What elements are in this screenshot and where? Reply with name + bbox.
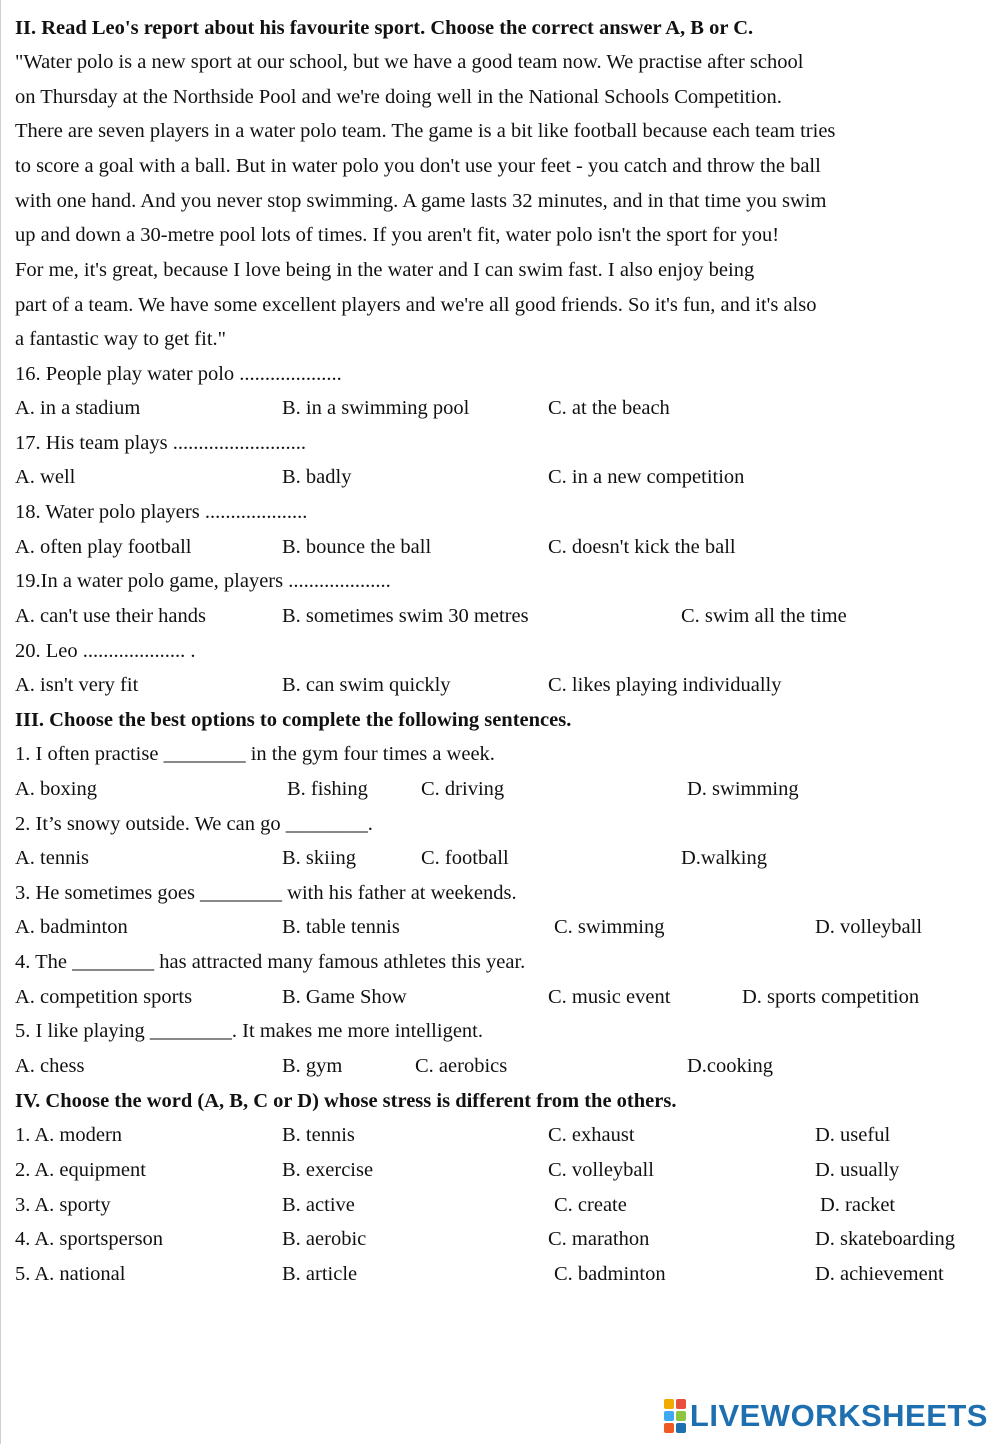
s3-q2-option-a[interactable]: A. tennis bbox=[15, 847, 90, 869]
question-18: 18. Water polo players .................... bbox=[15, 501, 308, 523]
s4-q5-option-c[interactable]: C. badminton bbox=[554, 1263, 666, 1285]
s4-q2-option-c[interactable]: C. volleyball bbox=[548, 1159, 654, 1181]
s3-q4-option-a[interactable]: A. competition sports bbox=[15, 986, 193, 1008]
s3-question-1: 1. I often practise ________ in the gym four times a week. bbox=[15, 743, 495, 765]
s3-q3-option-a[interactable]: A. badminton bbox=[15, 916, 128, 938]
s3-question-4: 4. The ________ has attracted many famous athletes this year. bbox=[15, 951, 526, 973]
s4-q3-option-d[interactable]: D. racket bbox=[820, 1194, 896, 1216]
q20-option-a[interactable]: A. isn't very fit bbox=[15, 674, 139, 696]
passage-line: to score a goal with a ball. But in water polo you don't use your feet - you catch and throw the ball bbox=[15, 155, 821, 177]
s3-q4-option-b[interactable]: B. Game Show bbox=[282, 986, 407, 1008]
s4-q1-option-c[interactable]: C. exhaust bbox=[548, 1124, 635, 1146]
s3-q3-option-b[interactable]: B. table tennis bbox=[282, 916, 400, 938]
q18-option-b[interactable]: B. bounce the ball bbox=[282, 536, 432, 558]
s4-q4-option-d[interactable]: D. skateboarding bbox=[815, 1228, 956, 1250]
section-3-title: III. Choose the best options to complete the following sentences. bbox=[15, 709, 572, 731]
q18-option-a[interactable]: A. often play football bbox=[15, 536, 192, 558]
s3-q5-option-a[interactable]: A. chess bbox=[15, 1055, 85, 1077]
s3-q1-option-d[interactable]: D. swimming bbox=[687, 778, 799, 800]
s3-question-5: 5. I like playing ________. It makes me more intelligent. bbox=[15, 1020, 483, 1042]
question-20: 20. Leo .................... . bbox=[15, 640, 196, 662]
s4-q1-option-a[interactable]: 1. A. modern bbox=[15, 1124, 123, 1146]
q19-option-a[interactable]: A. can't use their hands bbox=[15, 605, 206, 627]
s4-q5-option-d[interactable]: D. achievement bbox=[815, 1263, 944, 1285]
q17-option-c[interactable]: C. in a new competition bbox=[548, 466, 745, 488]
s3-q4-option-c[interactable]: C. music event bbox=[548, 986, 671, 1008]
question-19: 19.In a water polo game, players .................... bbox=[15, 570, 391, 592]
s3-q1-option-b[interactable]: B. fishing bbox=[287, 778, 368, 800]
s4-q5-option-b[interactable]: B. article bbox=[282, 1263, 358, 1285]
s3-q2-option-b[interactable]: B. skiing bbox=[282, 847, 357, 869]
q16-option-a[interactable]: A. in a stadium bbox=[15, 397, 141, 419]
section-2-title: II. Read Leo's report about his favourite sport. Choose the correct answer A, B or C. bbox=[15, 17, 754, 39]
q20-option-c[interactable]: C. likes playing individually bbox=[548, 674, 782, 696]
passage-line: a fantastic way to get fit." bbox=[15, 328, 227, 350]
s3-question-2: 2. It’s snowy outside. We can go ________. bbox=[15, 813, 373, 835]
passage-line: For me, it's great, because I love being in the water and I can swim fast. I also enjoy being bbox=[15, 259, 755, 281]
s3-q5-option-b[interactable]: B. gym bbox=[282, 1055, 343, 1077]
liveworksheets-logo bbox=[664, 1396, 988, 1436]
q20-option-b[interactable]: B. can swim quickly bbox=[282, 674, 451, 696]
s3-q2-option-d[interactable]: D.walking bbox=[681, 847, 767, 869]
s3-q5-option-d[interactable]: D.cooking bbox=[687, 1055, 773, 1077]
q19-option-c[interactable]: C. swim all the time bbox=[681, 605, 847, 627]
liveworksheets-logo-icon bbox=[664, 1399, 686, 1433]
s3-q1-option-a[interactable]: A. boxing bbox=[15, 778, 97, 800]
question-16: 16. People play water polo .................... bbox=[15, 363, 342, 385]
s4-q1-option-d[interactable]: D. useful bbox=[815, 1124, 891, 1146]
s4-q4-option-a[interactable]: 4. A. sportsperson bbox=[15, 1228, 164, 1250]
s3-question-3: 3. He sometimes goes ________ with his father at weekends. bbox=[15, 882, 517, 904]
q17-option-b[interactable]: B. badly bbox=[282, 466, 352, 488]
s3-q1-option-c[interactable]: C. driving bbox=[421, 778, 505, 800]
passage-line: part of a team. We have some excellent players and we're all good friends. So it's fun, and it's also bbox=[15, 294, 817, 316]
s3-q3-option-c[interactable]: C. swimming bbox=[554, 916, 665, 938]
passage-line: "Water polo is a new sport at our school, but we have a good team now. We practise after school bbox=[15, 51, 804, 73]
s3-q4-option-d[interactable]: D. sports competition bbox=[742, 986, 920, 1008]
liveworksheets-logo-text: LIVEWORKSHEETS bbox=[689, 1398, 988, 1433]
section-4-title: IV. Choose the word (A, B, C or D) whose stress is different from the others. bbox=[15, 1090, 677, 1112]
s4-q4-option-b[interactable]: B. aerobic bbox=[282, 1228, 367, 1250]
s3-q3-option-d[interactable]: D. volleyball bbox=[815, 916, 923, 938]
passage-line: with one hand. And you never stop swimming. A game lasts 32 minutes, and in that time you swim bbox=[15, 190, 827, 212]
q17-option-a[interactable]: A. well bbox=[15, 466, 76, 488]
q16-option-c[interactable]: C. at the beach bbox=[548, 397, 670, 419]
s4-q3-option-c[interactable]: C. create bbox=[554, 1194, 627, 1216]
q16-option-b[interactable]: B. in a swimming pool bbox=[282, 397, 470, 419]
passage-line: up and down a 30-metre pool lots of times. If you aren't fit, water polo isn't the sport for you! bbox=[15, 224, 780, 246]
s3-q2-option-c[interactable]: C. football bbox=[421, 847, 509, 869]
q19-option-b[interactable]: B. sometimes swim 30 metres bbox=[282, 605, 529, 627]
s4-q3-option-a[interactable]: 3. A. sporty bbox=[15, 1194, 111, 1216]
s4-q4-option-c[interactable]: C. marathon bbox=[548, 1228, 650, 1250]
s4-q1-option-b[interactable]: B. tennis bbox=[282, 1124, 355, 1146]
q18-option-c[interactable]: C. doesn't kick the ball bbox=[548, 536, 736, 558]
passage-line: on Thursday at the Northside Pool and we're doing well in the National Schools Competition. bbox=[15, 86, 782, 108]
s4-q3-option-b[interactable]: B. active bbox=[282, 1194, 355, 1216]
s4-q2-option-a[interactable]: 2. A. equipment bbox=[15, 1159, 146, 1181]
passage-line: There are seven players in a water polo team. The game is a bit like football because each team tries bbox=[15, 120, 836, 142]
question-17: 17. His team plays .......................... bbox=[15, 432, 306, 454]
s4-q2-option-b[interactable]: B. exercise bbox=[282, 1159, 374, 1181]
s4-q2-option-d[interactable]: D. usually bbox=[815, 1159, 900, 1181]
s3-q5-option-c[interactable]: C. aerobics bbox=[415, 1055, 508, 1077]
s4-q5-option-a[interactable]: 5. A. national bbox=[15, 1263, 126, 1285]
